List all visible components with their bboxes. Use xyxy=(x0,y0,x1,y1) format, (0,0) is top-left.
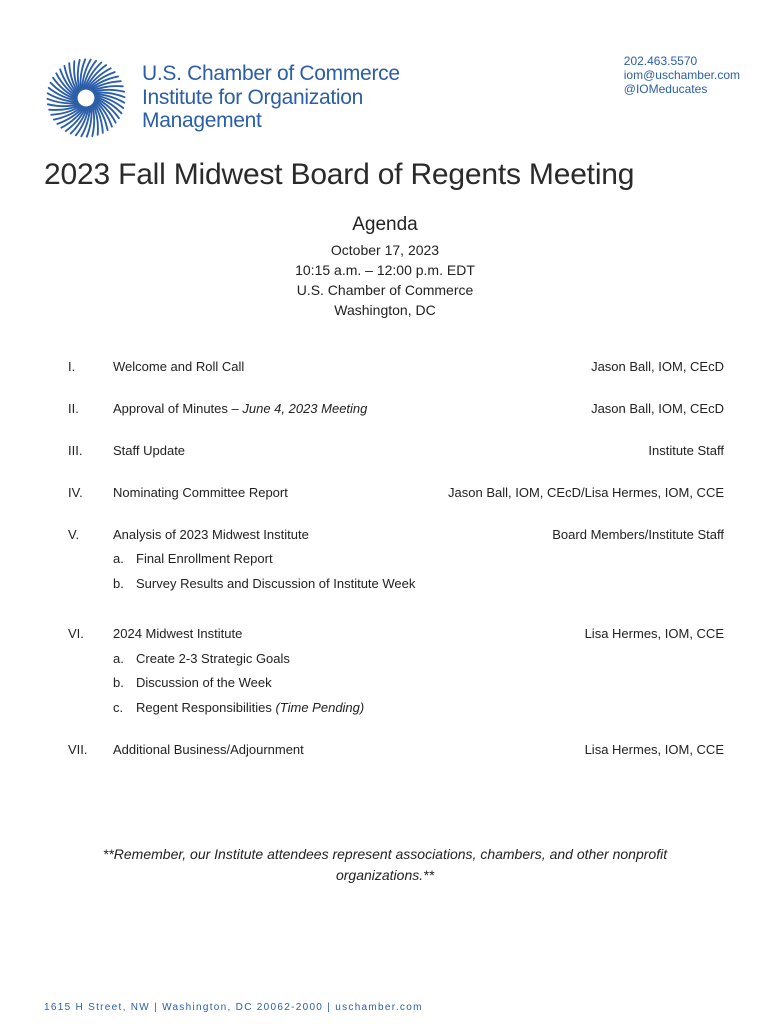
logo-ray xyxy=(78,60,80,91)
agenda-item-presenter: Board Members/Institute Staff xyxy=(552,527,724,542)
organization-name xyxy=(142,62,400,133)
agenda-item-title-italic: June 4, 2023 Meeting xyxy=(242,401,368,416)
org-line-1: U.S. Chamber of Commerce xyxy=(142,62,400,85)
meeting-time: 10:15 a.m. – 12:00 p.m. EDT xyxy=(295,262,475,278)
subitem-letter: a. xyxy=(113,551,124,566)
sunburst-logo-icon xyxy=(44,56,128,140)
subitem-italic-note: (Time Pending) xyxy=(275,700,365,715)
reminder-note: **Remember, our Institute attendees represent associations, chambers, and other nonprofit organizations.** xyxy=(102,846,668,883)
agenda-subitem xyxy=(113,576,415,591)
meeting-date: October 17, 2023 xyxy=(330,242,440,258)
subitem-letter: a. xyxy=(113,651,124,666)
subitem-letter: b. xyxy=(113,576,124,591)
agenda-item-title: Analysis of 2023 Midwest Institute xyxy=(113,527,309,542)
agenda-item-title: Additional Business/Adjournment xyxy=(113,742,304,757)
social-handle: @IOMeducates xyxy=(623,82,708,96)
agenda-subitem xyxy=(113,551,273,566)
agenda-item-title: Nominating Committee Report xyxy=(113,485,288,500)
subitem-text: Final Enrollment Report xyxy=(136,551,273,566)
agenda-item-number: VI. xyxy=(68,626,84,641)
agenda-item-title: Staff Update xyxy=(113,443,186,458)
subitem-letter: b. xyxy=(113,675,124,690)
org-line-3: Management xyxy=(142,109,262,132)
agenda-item-number: IV. xyxy=(68,485,83,500)
meeting-city: Washington, DC xyxy=(334,302,436,318)
logo-ray xyxy=(93,90,124,92)
logo-ray xyxy=(48,104,79,106)
footer-address: 1615 H Street, NW | Washington, DC 20062-2000 | uschamber.com xyxy=(44,1002,423,1013)
agenda-subitem xyxy=(113,651,290,666)
meeting-details xyxy=(0,240,770,320)
phone-number: 202.463.5570 xyxy=(623,54,698,68)
meeting-venue: U.S. Chamber of Commerce xyxy=(296,282,474,298)
subitem-text: Create 2-3 Strategic Goals xyxy=(136,651,290,666)
subitem-text: Regent Responsibilities xyxy=(136,700,276,715)
agenda-item-title xyxy=(113,401,367,416)
subitem-text: Survey Results and Discussion of Institute Week xyxy=(136,576,416,591)
agenda-item-title: Welcome and Roll Call xyxy=(113,359,245,374)
subitem-letter: c. xyxy=(113,700,124,715)
agenda-item-title-text: Approval of Minutes – xyxy=(113,401,243,416)
agenda-item-presenter: Lisa Hermes, IOM, CCE xyxy=(584,626,724,641)
agenda-item-presenter: Lisa Hermes, IOM, CCE xyxy=(584,742,724,757)
agenda-item-presenter: Jason Ball, IOM, CEcD/Lisa Hermes, IOM, CCE xyxy=(448,485,724,500)
logo-ray xyxy=(92,105,94,136)
agenda-item-number: V. xyxy=(68,527,80,542)
agenda-item-number: II. xyxy=(68,401,79,416)
agenda-item-title: 2024 Midwest Institute xyxy=(113,626,243,641)
agenda-heading: Agenda xyxy=(352,214,418,235)
page-title: 2023 Fall Midwest Board of Regents Meeting xyxy=(44,158,635,191)
agenda-item-presenter: Jason Ball, IOM, CEcD xyxy=(591,359,724,374)
subitem-text: Discussion of the Week xyxy=(136,675,272,690)
agenda-subitem xyxy=(113,675,272,690)
agenda-subitem xyxy=(113,700,364,715)
agenda-item-presenter: Institute Staff xyxy=(648,443,724,458)
agenda-item-presenter: Jason Ball, IOM, CEcD xyxy=(591,401,724,416)
contact-block xyxy=(624,54,740,96)
org-line-2: Institute for Organization xyxy=(142,85,363,109)
agenda-item-number: I. xyxy=(68,359,76,374)
email-address: iom@uschamber.com xyxy=(623,68,740,82)
agenda-item-number: III. xyxy=(68,443,83,458)
agenda-item-number: VII. xyxy=(68,742,88,757)
